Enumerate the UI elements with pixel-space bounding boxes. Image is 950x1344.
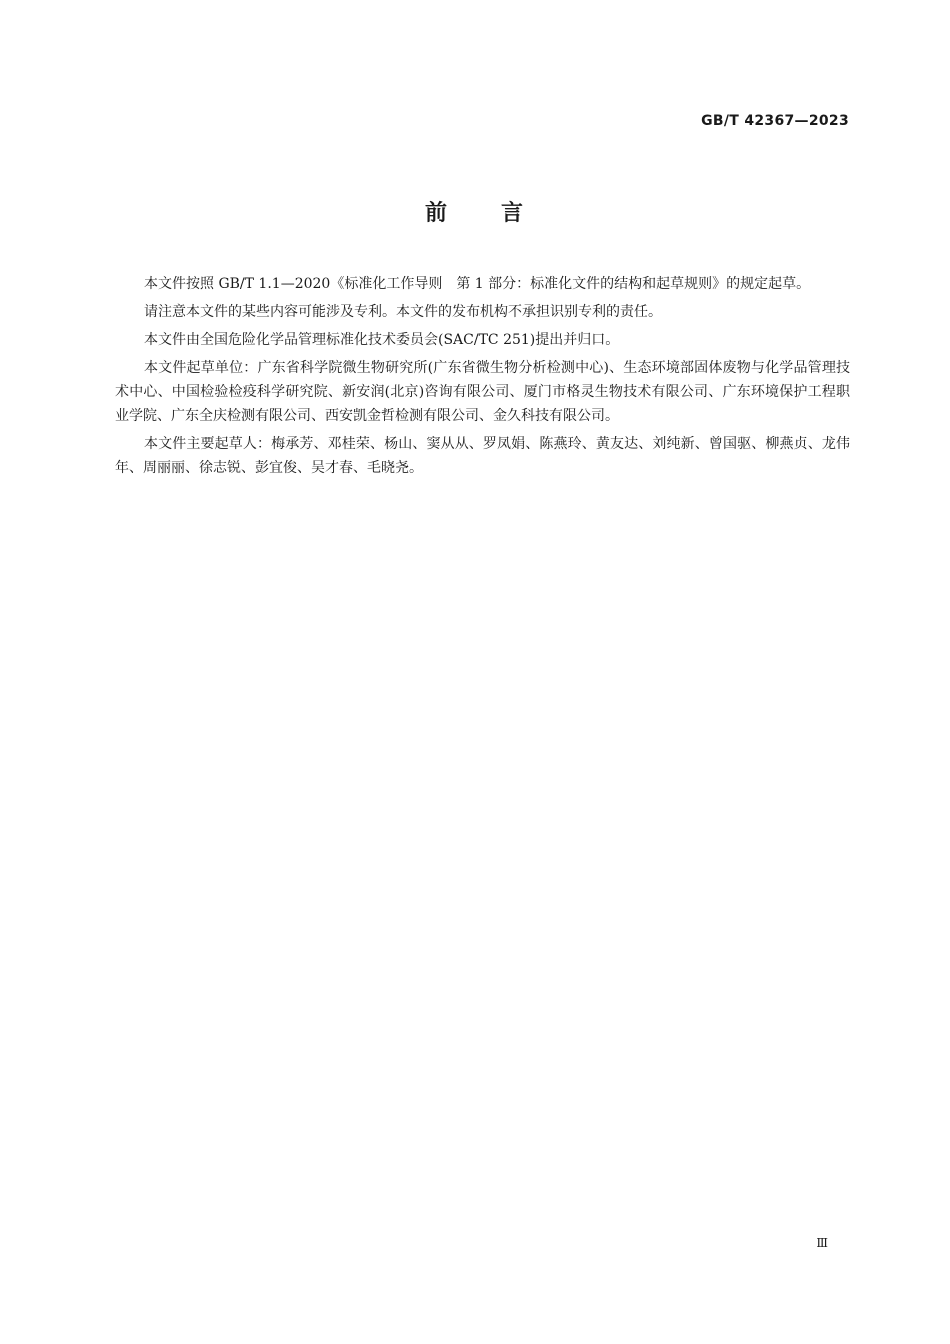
page-number: Ⅲ (816, 1236, 828, 1250)
paragraph-drafting-units: 本文件起草单位：广东省科学院微生物研究所(广东省微生物分析检测中心)、生态环境部固体废物与化学品管理技术中心、中国检验检疫科学研究院、新安润(北京)咨询有限公司、厦门市格灵生物技术有限公司、广东环境保护工程职业学院、广东全庆检测有限公司、西安凯金哲检测有限公司、金久科技有限公司。 (115, 360, 850, 424)
foreword-body (115, 272, 850, 484)
paragraph-drafting-rules: 本文件按照 GB/T 1.1—2020《标准化工作导则 第 1 部分：标准化文件的结构和起草规则》的规定起草。 (144, 276, 811, 292)
title-char-1: 前 (424, 201, 449, 226)
paragraph-committee: 本文件由全国危险化学品管理标准化技术委员会(SAC/TC 251)提出并归口。 (144, 332, 620, 348)
paragraph-drafters: 本文件主要起草人：梅承芳、邓桂荣、杨山、窦从从、罗凤娟、陈燕玲、黄友达、刘纯新、曾国驱、柳燕贞、龙伟年、周丽丽、徐志锐、彭宜俊、吴才春、毛晓尧。 (115, 436, 850, 476)
paragraph-patent-notice: 请注意本文件的某些内容可能涉及专利。本文件的发布机构不承担识别专利的责任。 (144, 304, 662, 320)
title-char-2: 言 (501, 201, 526, 226)
page-title (0, 196, 950, 227)
standard-number: GB/T 42367—2023 (701, 113, 849, 129)
